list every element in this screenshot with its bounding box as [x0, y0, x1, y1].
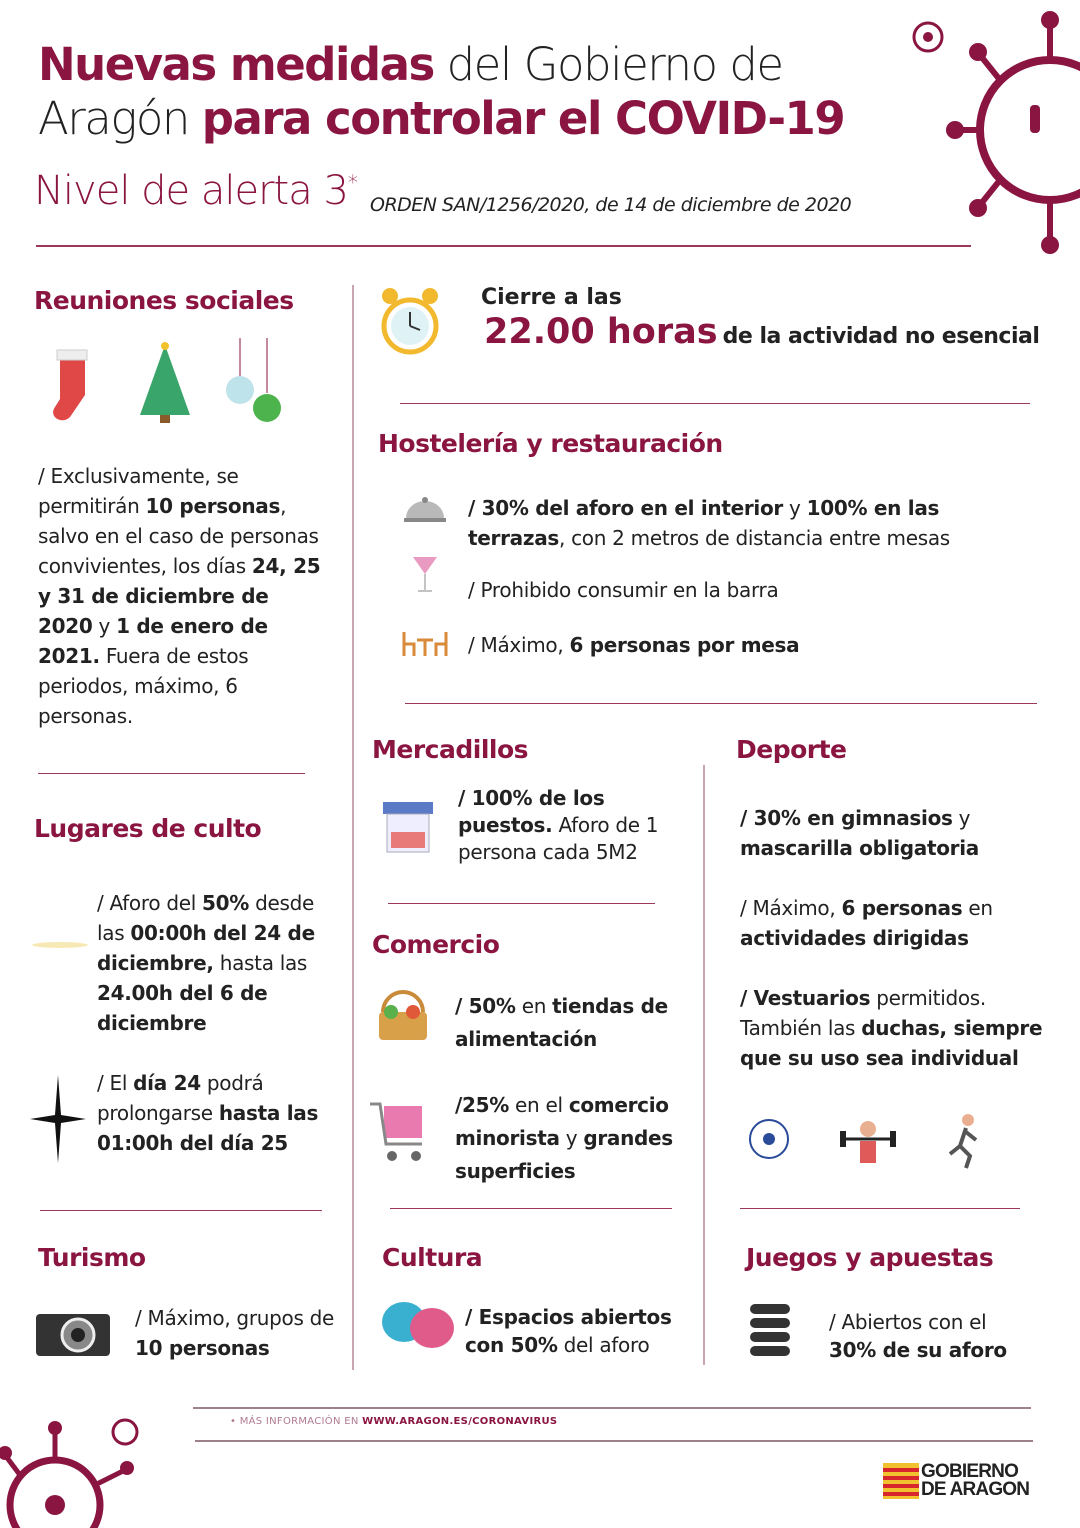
cierre-time-line — [484, 312, 1039, 352]
more-info: • MÁS INFORMACIÓN EN WWW.ARAGON.ES/CORONAVIRUS — [230, 1416, 558, 1427]
title-line-1 — [38, 38, 918, 92]
text-segment: en el — [508, 1093, 569, 1117]
alert-mark: * — [347, 170, 357, 195]
culto-text-1 — [97, 888, 347, 1038]
logo-line-1: GOBIERNO — [921, 1461, 1019, 1482]
alert-level — [34, 168, 357, 214]
text-segment: y — [952, 806, 971, 830]
bold-text: actividades dirigidas — [740, 926, 969, 950]
divider — [38, 773, 305, 774]
turismo-text — [135, 1303, 335, 1363]
cultura-text — [465, 1303, 690, 1359]
bold-text: 00:00h del 24 de diciembre, — [97, 921, 315, 975]
section-title-reuniones: Reuniones sociales — [34, 286, 294, 315]
text-segment: en — [515, 994, 553, 1018]
section-title-culto: Lugares de culto — [34, 814, 262, 843]
deporte-item-2 — [740, 893, 1040, 953]
alert-level-text: Nivel de alerta 3 — [34, 168, 348, 214]
text-segment: en — [962, 896, 993, 920]
bold-text: 6 personas por mesa — [569, 633, 800, 657]
text-segment: / Abiertos con el — [829, 1310, 987, 1334]
section-title-comercio: Comercio — [372, 930, 500, 959]
text-segment: Aragón — [38, 92, 202, 145]
divider — [388, 903, 655, 904]
order-reference: ORDEN SAN/1256/2020, de 14 de diciembre de 2020 — [370, 194, 852, 216]
cierre-time: 22.00 horas — [484, 312, 718, 352]
star-icon — [30, 1075, 86, 1163]
more-info-link[interactable]: WWW.ARAGON.ES/CORONAVIRUS — [362, 1416, 558, 1427]
text-segment: Fuera de estos periodos, máximo, 6 personas. — [38, 644, 249, 728]
reuniones-text — [38, 461, 323, 731]
bold-text: / 30% en gimnasios — [740, 806, 953, 830]
text-segment: / Aforo del — [97, 891, 203, 915]
section-title-cultura: Cultura — [382, 1243, 483, 1272]
theater-masks-icon — [380, 1300, 458, 1352]
divider — [40, 1210, 322, 1211]
divider — [195, 1440, 1033, 1442]
column-divider — [703, 765, 705, 1365]
light-glow-icon — [30, 930, 90, 960]
bold-text: 50% — [202, 891, 250, 915]
text-segment: y — [559, 1126, 584, 1150]
runner-icon — [942, 1112, 982, 1170]
stocking-icon — [45, 345, 100, 425]
logo-line-2: DE ARAGON — [921, 1479, 1030, 1500]
deporte-item-3 — [740, 983, 1060, 1073]
divider — [36, 245, 971, 247]
culto-text-2 — [97, 1068, 337, 1158]
bold-text: 24.00h del 6 de diciembre — [97, 981, 268, 1035]
text-segment: podrá prolongarse — [97, 1071, 264, 1125]
bold-text: para controlar el COVID-19 — [201, 92, 845, 145]
section-title-deporte: Deporte — [736, 735, 847, 764]
cierre-line1: Cierre a las — [481, 285, 622, 310]
bold-text: duchas, siempre que su uso sea individual — [740, 1016, 1043, 1070]
text-segment: desde las — [97, 891, 315, 945]
camera-icon — [36, 1308, 110, 1356]
virus-icon-bottom — [0, 1410, 150, 1528]
text-segment: / Máximo, — [740, 896, 842, 920]
juegos-text — [829, 1308, 1029, 1364]
text-segment: / Máximo, grupos de — [135, 1306, 335, 1330]
section-title-juegos: Juegos y apuestas — [746, 1243, 994, 1272]
page-title — [38, 38, 918, 146]
text-segment: / Prohibido consumir en la barra — [468, 578, 779, 602]
divider — [405, 703, 1037, 704]
section-title-mercadillos: Mercadillos — [372, 735, 529, 764]
bold-text: 30% de su aforo — [829, 1338, 1007, 1362]
bold-text: comercio minorista — [455, 1093, 669, 1150]
bold-text: /25% — [455, 1093, 509, 1117]
bold-text: hasta las 01:00h del día 25 — [97, 1101, 319, 1155]
deporte-item-1 — [740, 803, 1040, 863]
table-chairs-icon — [400, 612, 450, 658]
bold-text: mascarilla obligatoria — [740, 836, 979, 860]
text-segment: / Exclusivamente, se permitirán — [38, 464, 239, 518]
text-segment: del aforo — [557, 1333, 650, 1357]
bold-text: Nuevas medidas — [38, 38, 434, 91]
text-segment: permitidos. También las — [740, 986, 986, 1040]
hosteleria-item-1 — [468, 493, 1038, 553]
bold-text: / 50% — [455, 994, 516, 1018]
bold-text: 24, 25 y 31 de diciembre de 2020 — [38, 554, 321, 638]
bold-text: / Vestuarios — [740, 986, 871, 1010]
bold-text: / 30% del aforo en el interior — [468, 496, 783, 520]
divider — [740, 1208, 1020, 1209]
text-segment: / El — [97, 1071, 134, 1095]
comercio-item-1 — [455, 990, 695, 1056]
bold-text: tiendas de alimentación — [455, 994, 668, 1051]
text-segment: y — [92, 614, 117, 638]
text-segment: hasta las — [213, 951, 308, 975]
hosteleria-item-3 — [468, 630, 1028, 660]
weightlifting-icon — [838, 1115, 898, 1167]
gobierno-aragon-logo — [883, 1463, 1029, 1499]
poker-chips-icon — [748, 1300, 792, 1360]
bold-text: 10 personas — [135, 1336, 270, 1360]
bold-text: grandes superficies — [455, 1126, 673, 1183]
text-segment: del Gobierno de — [433, 38, 783, 91]
hosteleria-item-2 — [468, 575, 1028, 605]
text-segment: y — [783, 496, 807, 520]
cierre-rest: de la actividad no esencial — [722, 324, 1040, 349]
section-title-turismo: Turismo — [38, 1243, 146, 1272]
cocktail-icon — [410, 552, 440, 596]
bold-text: / Espacios abiertos con 50% — [465, 1305, 672, 1357]
bold-text: 100% en las terrazas — [468, 496, 940, 550]
serving-tray-icon — [402, 490, 448, 536]
section-title-hosteleria: Hostelería y restauración — [378, 429, 723, 458]
title-line-2 — [38, 92, 918, 146]
text-segment: / Máximo, — [468, 633, 570, 657]
text-segment: Aforo de 1 persona cada 5M2 — [458, 813, 659, 864]
christmas-tree-icon — [135, 340, 195, 428]
food-basket-icon — [375, 990, 431, 1046]
divider — [193, 1407, 1031, 1409]
bold-text: 6 personas — [841, 896, 963, 920]
alarm-clock-icon — [380, 284, 440, 358]
column-divider — [352, 285, 354, 1370]
soccer-ball-icon — [748, 1118, 790, 1160]
divider — [400, 403, 1030, 404]
more-info-prefix: MÁS INFORMACIÓN EN — [239, 1416, 363, 1427]
bold-text: 10 personas — [145, 494, 281, 518]
aragon-flag-icon — [883, 1463, 919, 1499]
comercio-item-2 — [455, 1089, 700, 1188]
mercadillos-text — [458, 785, 683, 866]
virus-icon — [940, 0, 1080, 260]
bold-text: / 100% de los puestos. — [458, 786, 605, 837]
bold-text: 1 de enero de 2021. — [38, 614, 268, 668]
bold-text: día 24 — [133, 1071, 201, 1095]
ornaments-icon — [225, 338, 285, 426]
divider — [390, 1208, 672, 1209]
market-stall-icon — [383, 802, 433, 854]
shopping-cart-icon — [368, 1100, 432, 1166]
text-segment: , con 2 metros de distancia entre mesas — [559, 526, 950, 550]
text-segment: , salvo en el caso de personas convivientes, los días — [38, 494, 319, 578]
